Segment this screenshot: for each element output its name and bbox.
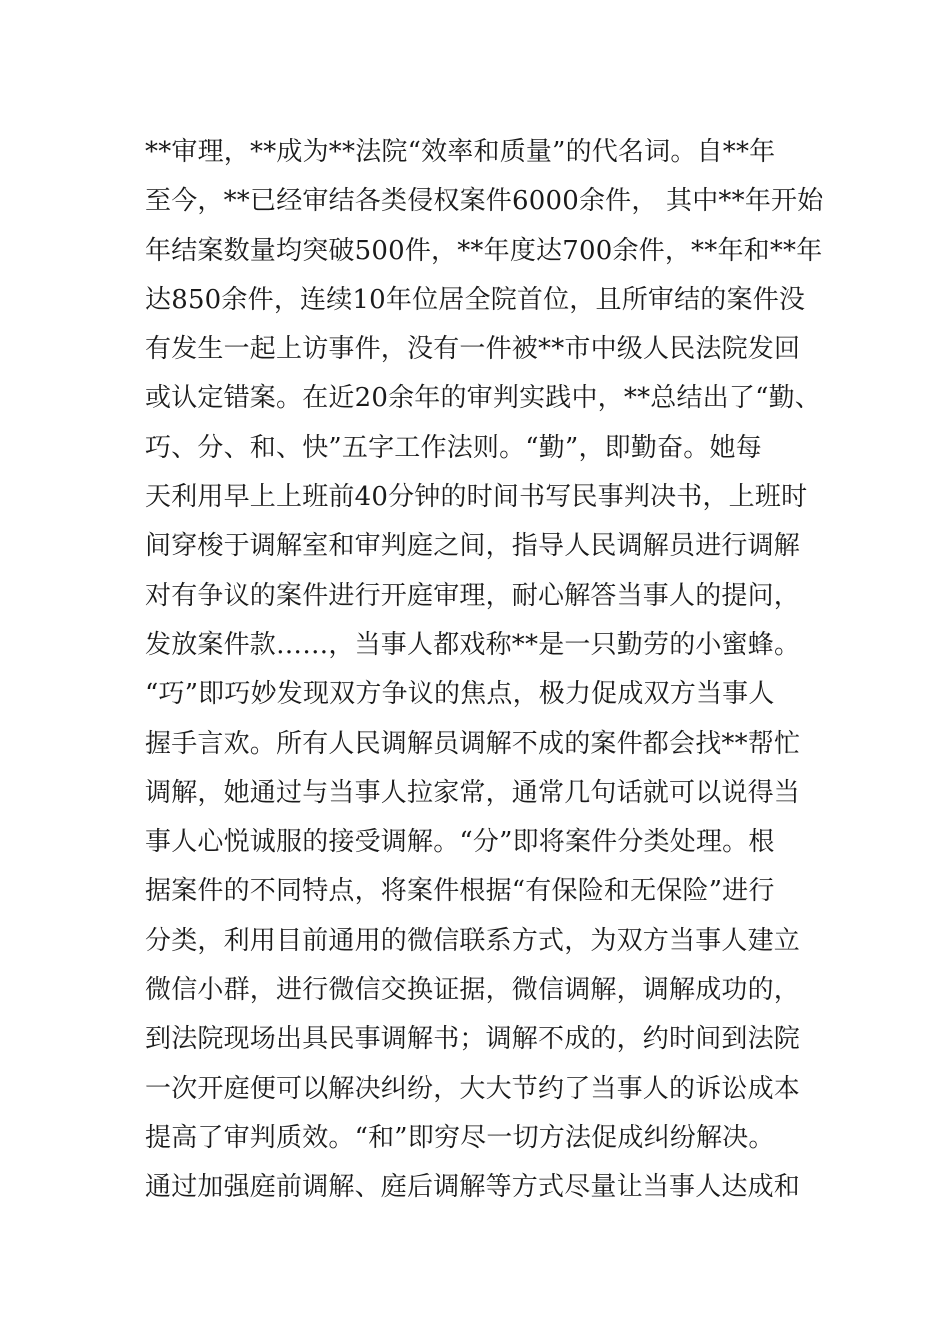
text-line: 握手言欢。所有人民调解员调解不成的案件都会找**帮忙 <box>145 728 801 759</box>
text-line: 微信小群，进行微信交换证据，微信调解，调解成功的， <box>145 975 801 1006</box>
text-line: 事人心悦诚服的接受调解。“分”即将案件分类处理。根 <box>145 827 775 858</box>
text-line: 达850余件，连续10年位居全院首位，且所审结的案件没 <box>145 284 806 315</box>
text-line: 分类，利用目前通用的微信联系方式，为双方当事人建立 <box>145 925 801 956</box>
text-line: **审理，**成为**法院“效率和质量”的代名词。自**年 <box>145 137 776 167</box>
text-line: 对有争议的案件进行开庭审理，耐心解答当事人的提问， <box>145 580 801 611</box>
text-line: 调解，她通过与当事人拉家常，通常几句话就可以说得当 <box>145 777 801 808</box>
text-line: 至今，**已经审结各类侵权案件6000余件， 其中**年开始 <box>145 186 824 217</box>
text-line: 年结案数量均突破500件，**年度达700余件，**年和**年 <box>145 235 823 266</box>
text-line: 间穿梭于调解室和审判庭之间，指导人民调解员进行调解 <box>145 531 801 562</box>
text-line: 到法院现场出具民事调解书；调解不成的，约时间到法院 <box>145 1024 801 1055</box>
text-line: 提高了审判质效。“和”即穷尽一切方法促成纠纷解决。 <box>145 1122 775 1153</box>
text-line: 通过加强庭前调解、庭后调解等方式尽量让当事人达成和 <box>145 1172 801 1203</box>
text-line: 发放案件款……，当事人都戏称**是一只勤劳的小蜜蜂。 <box>145 629 801 660</box>
text-line: 巧、分、和、快”五字工作法则。“勤”，即勤奋。她每 <box>145 432 762 463</box>
text-line: 据案件的不同特点，将案件根据“有保险和无保险”进行 <box>145 876 775 907</box>
body-text <box>145 128 825 1213</box>
text-line: 天利用早上上班前40分钟的时间书写民事判决书，上班时 <box>145 482 808 513</box>
text-line: “巧”即巧妙发现双方争议的焦点，极力促成双方当事人 <box>145 679 775 710</box>
text-line: 或认定错案。在近20余年的审判实践中，**总结出了“勤、 <box>145 383 821 414</box>
text-line: 有发生一起上访事件，没有一件被**市中级人民法院发回 <box>145 334 801 365</box>
text-line: 一次开庭便可以解决纠纷，大大节约了当事人的诉讼成本 <box>145 1073 801 1104</box>
